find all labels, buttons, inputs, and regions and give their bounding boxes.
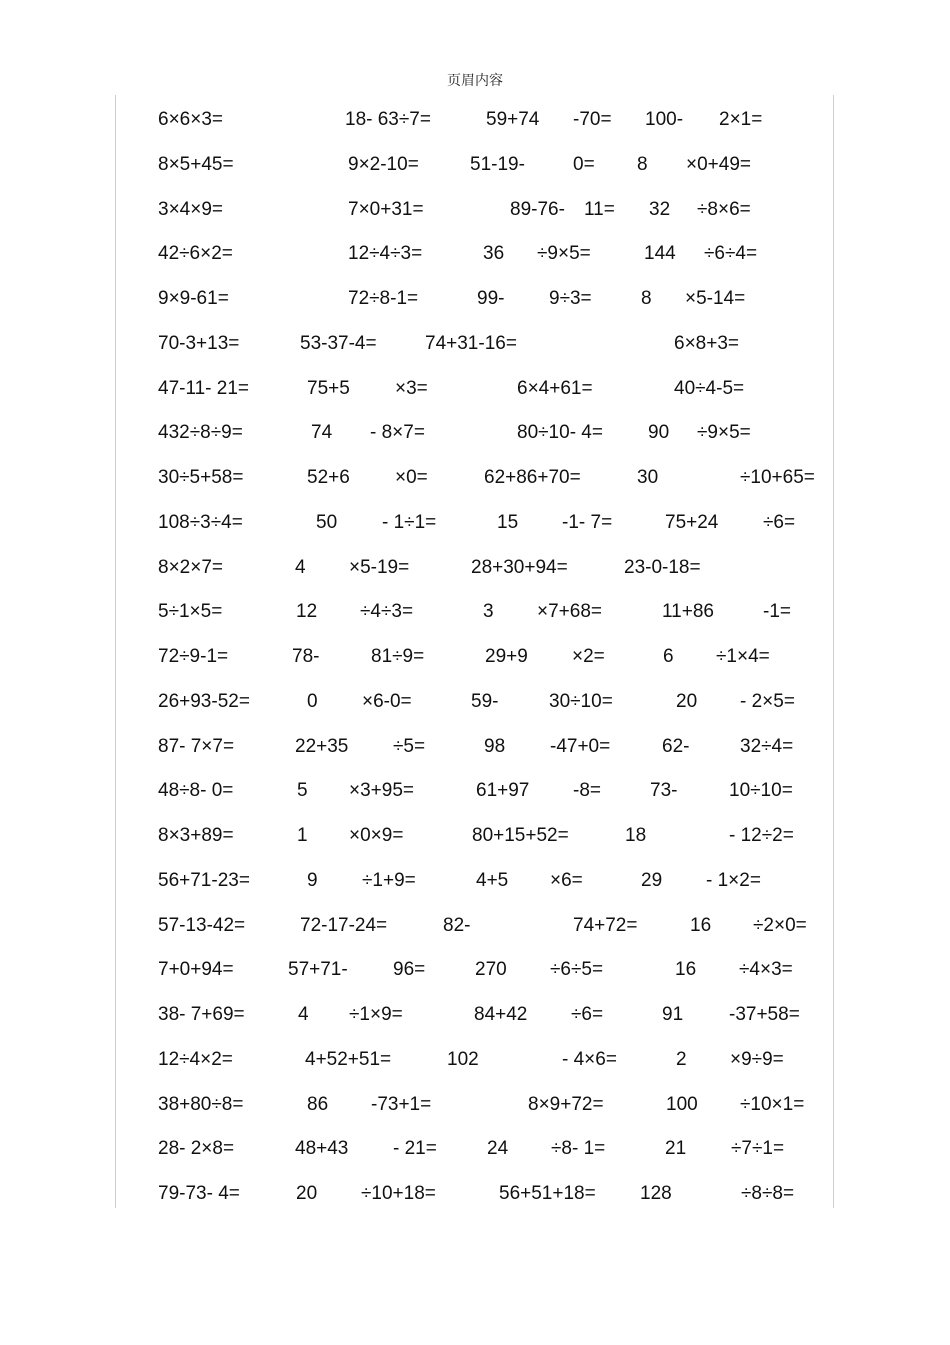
problem-r19-c4: 74+72= <box>573 914 638 936</box>
problem-r17-c5: 18 <box>625 825 647 846</box>
problem-r23-c1: 38+80÷8= <box>158 1093 244 1115</box>
problem-r21-c4: 84+42 <box>474 1004 528 1025</box>
problem-r20-c4: 270 <box>475 959 507 981</box>
problem-r12-c6: 11+86 <box>662 601 714 623</box>
problem-r14-c2: 0 <box>307 690 318 712</box>
problem-r1-c1: 6×6×3= <box>158 109 223 130</box>
problem-r20-c6: 16 <box>675 959 697 981</box>
problem-r2-c6: ×0+49= <box>686 153 751 175</box>
problem-r24-c5: ÷8- 1= <box>551 1138 606 1160</box>
problem-r2-c5: 8 <box>637 153 648 175</box>
problem-r6-c1: 70-3+13= <box>158 332 240 354</box>
problem-r10-c6: 75+24 <box>665 511 719 533</box>
problem-r22-c1: 12÷4×2= <box>158 1048 233 1070</box>
problem-r16-c3: ×3+95= <box>349 780 414 802</box>
problem-r22-c2: 4+52+51= <box>305 1048 392 1070</box>
problem-r18-c7: - 1×2= <box>706 869 761 891</box>
problem-r13-c7: ÷1×4= <box>716 646 770 667</box>
problem-r22-c5: 2 <box>676 1048 687 1070</box>
problem-r24-c3: - 21= <box>393 1138 437 1160</box>
problem-r4-c4: ÷9×5= <box>537 243 591 265</box>
problem-r12-c4: 3 <box>483 601 494 623</box>
problem-r20-c7: ÷4×3= <box>739 959 793 981</box>
problem-r22-c4: - 4×6= <box>562 1048 617 1070</box>
problem-r21-c5: ÷6= <box>571 1004 604 1025</box>
problem-r12-c7: -1= <box>763 601 791 623</box>
problem-r20-c2: 57+71- <box>288 959 348 981</box>
problem-r8-c5: 90 <box>648 422 670 444</box>
problem-r25-c3: ÷10+18= <box>361 1183 436 1204</box>
problem-r11-c3: ×5-19= <box>349 556 410 578</box>
problem-r3-c1: 3×4×9= <box>158 198 223 220</box>
problem-r17-c2: 1 <box>297 825 308 846</box>
problem-r22-c6: ×9÷9= <box>730 1048 784 1070</box>
problem-r1-c5: 100- <box>645 109 684 130</box>
problem-r17-c3: ×0×9= <box>349 825 404 846</box>
problem-r6-c3: 74+31-16= <box>425 332 517 354</box>
problem-r16-c7: 10÷10= <box>729 780 793 802</box>
problem-r12-c2: 12 <box>296 601 318 623</box>
problem-r14-c7: - 2×5= <box>740 690 795 712</box>
problem-r5-c2: 72÷8-1= <box>348 288 419 309</box>
problem-r25-c4: 56+51+18= <box>499 1183 596 1204</box>
problem-r17-c6: - 12÷2= <box>729 825 794 846</box>
problem-r9-c6: ÷10+65= <box>740 467 815 488</box>
problem-r15-c1: 87- 7×7= <box>158 735 235 757</box>
problem-r25-c6: ÷8÷8= <box>741 1183 795 1204</box>
problem-r2-c2: 9×2-10= <box>348 153 419 175</box>
problem-r21-c6: 91 <box>662 1004 684 1025</box>
problem-r14-c4: 59- <box>471 690 499 712</box>
problem-r17-c4: 80+15+52= <box>472 825 569 846</box>
problem-r16-c1: 48÷8- 0= <box>158 780 234 802</box>
problem-r20-c1: 7+0+94= <box>158 959 234 981</box>
problem-r18-c2: 9 <box>307 869 318 891</box>
problem-r9-c3: ×0= <box>395 467 428 488</box>
problem-r24-c1: 28- 2×8= <box>158 1138 235 1160</box>
problem-r16-c4: 61+97 <box>476 780 530 802</box>
problem-r4-c5: 144 <box>644 243 676 265</box>
problem-r18-c3: ÷1+9= <box>362 869 416 891</box>
problem-r25-c2: 20 <box>296 1183 318 1204</box>
problem-r2-c1: 8×5+45= <box>158 153 234 175</box>
problem-r2-c4: 0= <box>573 153 595 175</box>
problem-r14-c5: 30÷10= <box>549 690 613 712</box>
problem-r17-c1: 8×3+89= <box>158 825 234 846</box>
problem-r7-c4: 6×4+61= <box>517 377 593 399</box>
problem-r3-c6: ÷8×6= <box>697 198 751 220</box>
problem-r13-c3: 81÷9= <box>371 646 425 667</box>
problem-r21-c1: 38- 7+69= <box>158 1004 245 1025</box>
problem-r25-c1: 79-73- 4= <box>158 1183 240 1204</box>
problem-r8-c6: ÷9×5= <box>697 422 751 444</box>
problem-r12-c5: ×7+68= <box>537 601 602 623</box>
problem-r16-c6: 73- <box>650 780 678 802</box>
problem-r23-c5: 100 <box>666 1093 698 1115</box>
page-header: 页眉内容 <box>447 73 503 89</box>
problem-r14-c3: ×6-0= <box>362 690 412 712</box>
problem-r4-c3: 36 <box>483 243 505 265</box>
problem-r3-c2: 7×0+31= <box>348 198 424 220</box>
problem-r1-c4: -70= <box>573 109 612 130</box>
problem-r15-c4: 98 <box>484 735 506 757</box>
problem-r25-c5: 128 <box>640 1183 672 1204</box>
problem-r20-c5: ÷6÷5= <box>550 959 604 981</box>
problem-r15-c7: 32÷4= <box>740 735 794 757</box>
problem-r15-c6: 62- <box>662 735 690 757</box>
problem-r10-c3: - 1÷1= <box>382 511 437 533</box>
problem-r21-c2: 4 <box>298 1004 309 1025</box>
problem-r22-c3: 102 <box>447 1048 479 1070</box>
problem-r20-c3: 96= <box>393 959 426 981</box>
problem-r9-c1: 30÷5+58= <box>158 467 244 488</box>
problem-r8-c3: - 8×7= <box>370 422 425 444</box>
problem-r7-c1: 47-11- 21= <box>158 377 250 399</box>
problem-r23-c2: 86 <box>307 1093 329 1115</box>
problem-r5-c6: ×5-14= <box>685 288 746 309</box>
problem-r10-c7: ÷6= <box>763 511 796 533</box>
problem-r7-c3: ×3= <box>395 377 428 399</box>
problem-r11-c4: 28+30+94= <box>471 556 568 578</box>
problem-r11-c5: 23-0-18= <box>624 556 701 578</box>
problem-r4-c2: 12÷4÷3= <box>348 243 423 265</box>
problem-r12-c3: ÷4÷3= <box>360 601 414 623</box>
problem-r3-c3: 89-76- <box>510 198 565 220</box>
problem-r10-c4: 15 <box>497 511 519 533</box>
problem-r9-c5: 30 <box>637 467 659 488</box>
problem-r7-c5: 40÷4-5= <box>674 377 745 399</box>
problem-r15-c5: -47+0= <box>550 735 611 757</box>
problem-r3-c5: 32 <box>649 198 671 220</box>
problem-r11-c1: 8×2×7= <box>158 556 223 578</box>
problem-r14-c6: 20 <box>676 690 698 712</box>
problem-r24-c6: 21 <box>665 1138 687 1160</box>
problem-r11-c2: 4 <box>295 556 306 578</box>
problem-r13-c2: 78- <box>292 646 320 667</box>
problem-r16-c5: -8= <box>573 780 601 802</box>
problem-r24-c4: 24 <box>487 1138 509 1160</box>
problem-r5-c4: 9÷3= <box>549 288 592 309</box>
problem-r18-c1: 56+71-23= <box>158 869 250 891</box>
problem-r14-c1: 26+93-52= <box>158 690 250 712</box>
problem-r1-c6: 2×1= <box>719 109 763 130</box>
problem-r24-c2: 48+43 <box>295 1138 349 1160</box>
problem-r13-c1: 72÷9-1= <box>158 646 229 667</box>
problem-r9-c2: 52+6 <box>307 467 350 488</box>
problem-r21-c7: -37+58= <box>729 1004 800 1025</box>
problem-r4-c1: 42÷6×2= <box>158 243 233 265</box>
problem-r23-c6: ÷10×1= <box>740 1093 805 1115</box>
problem-r18-c6: 29 <box>641 869 663 891</box>
problem-r10-c2: 50 <box>316 511 338 533</box>
problem-r21-c3: ÷1×9= <box>349 1004 403 1025</box>
problem-r5-c1: 9×9-61= <box>158 288 229 309</box>
problem-r8-c1: 432÷8÷9= <box>158 422 243 444</box>
problem-r4-c6: ÷6÷4= <box>704 243 758 265</box>
problem-r18-c4: 4+5 <box>476 869 509 891</box>
problem-r3-c4: 11= <box>584 198 615 220</box>
problem-r9-c4: 62+86+70= <box>484 467 581 488</box>
problem-r5-c3: 99- <box>477 288 505 309</box>
problem-r13-c5: ×2= <box>572 646 605 667</box>
problem-r6-c4: 6×8+3= <box>674 332 739 354</box>
problem-r24-c7: ÷7÷1= <box>731 1138 785 1160</box>
problem-r13-c6: 6 <box>663 646 674 667</box>
problem-r5-c5: 8 <box>641 288 652 309</box>
problem-r23-c3: -73+1= <box>371 1093 432 1115</box>
problem-r19-c2: 72-17-24= <box>300 914 388 936</box>
problem-r7-c2: 75+5 <box>307 377 350 399</box>
problem-r8-c4: 80÷10- 4= <box>517 422 603 444</box>
problem-r1-c3: 59+74 <box>486 109 540 130</box>
problem-r15-c3: ÷5= <box>393 735 426 757</box>
problem-r10-c5: -1- 7= <box>562 511 613 533</box>
problem-r8-c2: 74 <box>311 422 333 444</box>
problem-r10-c1: 108÷3÷4= <box>158 511 243 533</box>
problem-r18-c5: ×6= <box>550 869 583 891</box>
problem-r1-c2: 18- 63÷7= <box>345 109 431 130</box>
problem-r15-c2: 22+35 <box>295 735 349 757</box>
problem-r12-c1: 5÷1×5= <box>158 601 223 623</box>
problem-r2-c3: 51-19- <box>470 153 525 175</box>
problem-r16-c2: 5 <box>297 780 308 802</box>
problem-r19-c1: 57-13-42= <box>158 914 246 936</box>
problem-r19-c5: 16 <box>690 914 712 936</box>
problem-r6-c2: 53-37-4= <box>300 332 377 354</box>
problem-r19-c3: 82- <box>443 914 471 936</box>
problem-r13-c4: 29+9 <box>485 646 528 667</box>
problem-r23-c4: 8×9+72= <box>528 1093 604 1115</box>
problem-r19-c6: ÷2×0= <box>753 914 807 936</box>
